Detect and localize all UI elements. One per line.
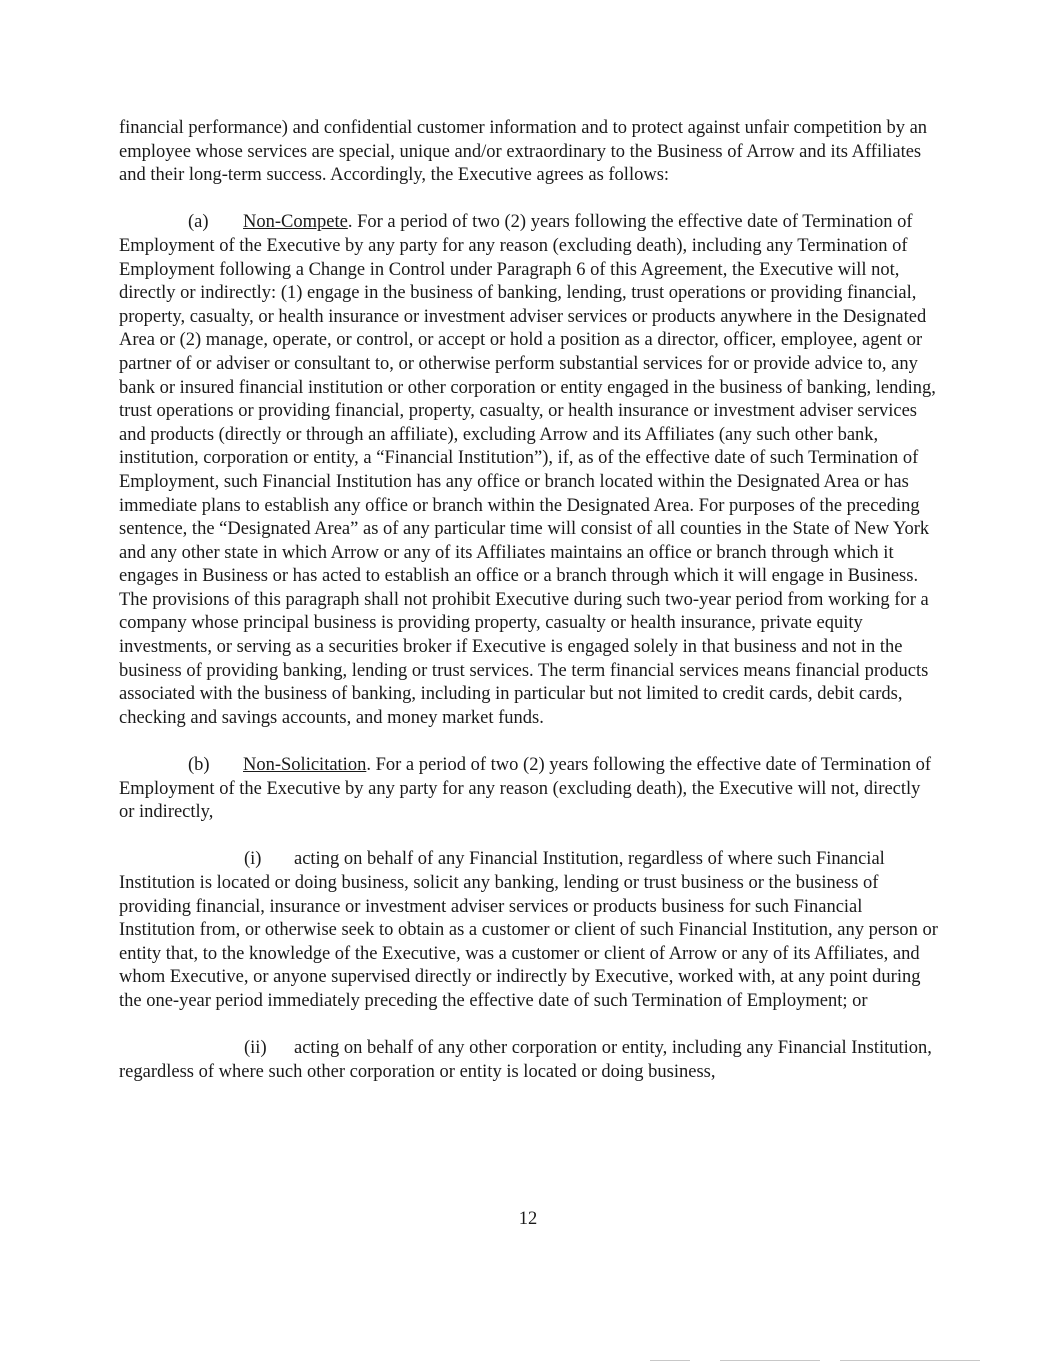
non-compete-body: For a period of two (2) years following the effective date of Termination of Employment of the Executive by any party for any reason (excluding death), including any Termination of Employment following a Change in Control under Paragraph 6 of this Agreement, the Executive will not, directly or indirectly: (1) engage in the business of banking, lending, trust operations or providing financial, property, casualty, or health insurance or investment adviser services or products anywhere in the Designated Area or (2) manage, operate, or control, or accept or hold a position as a director, officer, employee, agent or partner of or adviser or consultant to, or otherwise perform substantial services for or provide advice to, any bank or insured financial institution or other corporation or entity engaged in the business of banking, lending, trust operations or providing financial, property, casualty, or health insurance or investment adviser services and products (directly or through an affiliate), excluding Arrow and its Affiliates (any such other bank, institution, corporation or entity, a “Financial Institution”), if, as of the effective date of such Termination of Employment, such Financial Institution has any office or branch located within the Designated Area or has immediate plans to establish any office or branch within the Designated Area. For purposes of the preceding sentence, the “Designated Area” as of any particular time will consist of all counties in the State of New York and any other state in which Arrow or any of its Affiliates maintains an office or branch through which it engages in Business or has acted to establish an office or a branch through which it will engage in Business. The provisions of this paragraph shall not prohibit Executive during such two-year period from working for a company whose principal business is providing property, casualty or health insurance, private equity investments, or serving as a securities broker if Executive is engaged solely in that business and not in the business of providing banking, lending or trust services. The term financial services means financial products associated with the business of banking, including in particular but not limited to credit cards, debit cards, checking and savings accounts, and money market funds.: [119, 212, 936, 728]
page-number: 12: [518, 1209, 538, 1229]
item-i-paragraph: [119, 848, 939, 1013]
scan-artifact: [840, 1360, 980, 1361]
item-ii-body: acting on behalf of any other corporation or entity, including any Financial Institution, regardless of where such other corporation or entity is located or doing business,: [119, 1038, 932, 1082]
non-solicitation-paragraph: (b) Non-Solicitation. For a period of two (2) years following the effective date of Termination of Employment of the Executive by any party for any reason (excluding death), the Executive will not, directly or indirectly,: [119, 755, 931, 823]
section-a-label: (a): [188, 212, 209, 233]
item-ii-paragraph: [119, 1037, 939, 1084]
scan-artifact: [720, 1360, 820, 1361]
section-b-label: (b): [188, 755, 210, 776]
non-solicitation-heading: Non-Solicitation: [243, 755, 367, 776]
item-i-label: (i): [244, 849, 262, 870]
item-i-body: acting on behalf of any Financial Institution, regardless of where such Financial Institution is located or doing business, solicit any banking, lending or trust business or the business of providing financial, insurance or investment adviser services or products business for such Financial Institution from, or otherwise seek to obtain as a customer or client of such Financial Institution, any person or entity that, to the knowledge of the Executive, was a customer or client of Arrow or any of its Affiliates, and whom Executive, or anyone supervised directly or indirectly by Executive, worked with, at any point during the one-year period immediately preceding the effective date of such Termination of Employment; or: [119, 849, 938, 1011]
continuation-paragraph: financial performance) and confidential customer information and to protect against unfair competition by an employee whose services are special, unique and/or extraordinary to the Business of Arrow and its Affiliates and their long-term success. Accordingly, the Executive agrees as follows:: [119, 118, 928, 186]
non-compete-paragraph: (a) Non-Compete. For a period of two (2) years following the effective date of Termination of Employment of the Executive by any party for any reason (excluding death), including any Termination of Employment following a Change in Control under Paragraph 6 of this Agreement, the Executive will not, directly or indirectly: (1) engage in the business of banking, lending, trust operations or providing financial, property, casualty, or health insurance or investment adviser services or products anywhere in the Designated Area or (2) manage, operate, or control, or accept or hold a position as a director, officer, employee, agent or partner of or adviser or consultant to, or otherwise perform substantial services for or provide advice to, any bank or insured financial institution or other corporation or entity engaged in the business of banking, lending, trust operations or providing financial, property, casualty, or health insurance or investment adviser services and products (directly or through an affiliate), excluding Arrow and its Affiliates (any such other bank, institution, corporation or entity, a “Financial Institution”), if, as of the effective date of such Termination of Employment, such Financial Institution has any office or branch located within the Designated Area or has immediate plans to establish any office or branch within the Designated Area. For purposes of the preceding sentence, the “Designated Area” as of any particular time will consist of all counties in the State of New York and any other state in which Arrow or any of its Affiliates maintains an office or branch through which it engages in Business or has acted to establish an office or a branch through which it will engage in Business. The provisions of this paragraph shall not prohibit Executive during such two-year period from working for a company whose principal business is providing property, casualty or health insurance, private equity investments, or serving as a securities broker if Executive is engaged solely in that business and not in the business of providing banking, lending or trust services. The term financial services means financial products associated with the business of banking, including in particular but not limited to credit cards, debit cards, checking and savings accounts, and money market funds.: [119, 212, 936, 728]
item-ii-label: (ii): [244, 1038, 267, 1059]
scan-artifact: [650, 1360, 690, 1361]
document-page: [119, 117, 939, 1084]
non-compete-heading: Non-Compete: [243, 212, 348, 233]
non-solicitation-body: For a period of two (2) years following the effective date of Termination of Employment of the Executive by any party for any reason (excluding death), the Executive will not, directly or indirectly,: [119, 755, 931, 823]
